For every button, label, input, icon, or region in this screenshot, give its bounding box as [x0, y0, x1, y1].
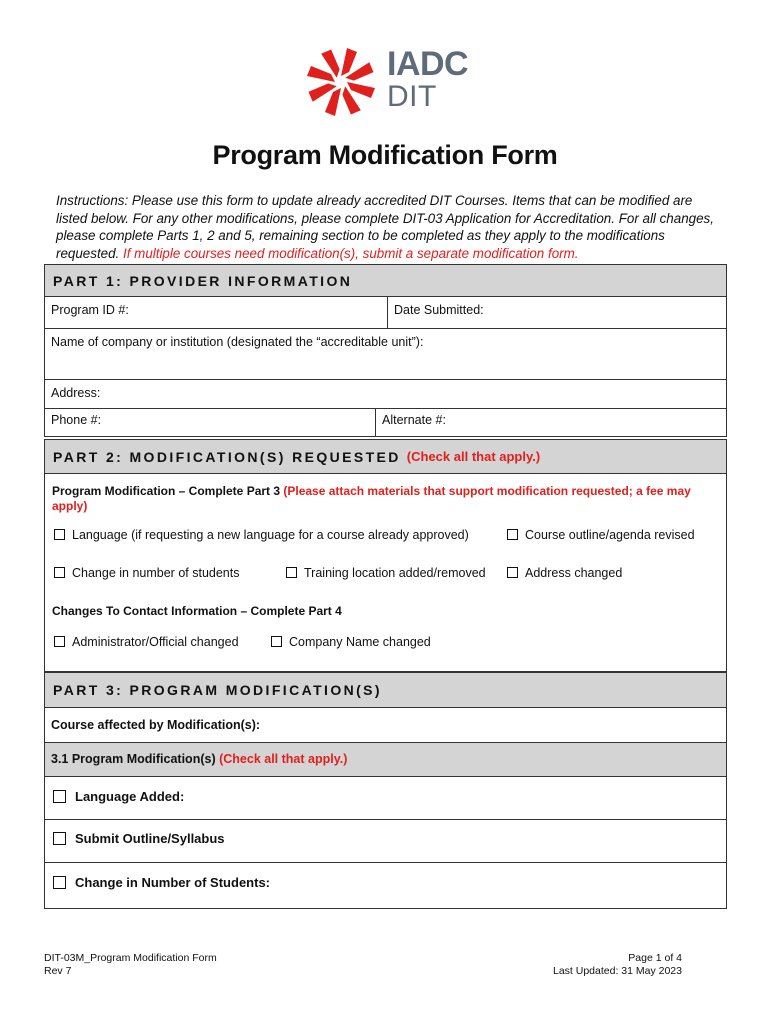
- address-label: Address:: [51, 386, 101, 400]
- item-language-added-cell: [45, 777, 726, 819]
- program-mod-label-text: Program Modification – Complete Part 3: [52, 484, 284, 498]
- alternate-phone-field[interactable]: [375, 409, 726, 436]
- part2-heading: [45, 440, 726, 474]
- option-course-outline-label: Course outline/agenda revised: [525, 528, 695, 542]
- company-name-checkbox[interactable]: [271, 636, 282, 647]
- program-id-field[interactable]: [45, 297, 387, 328]
- administrator-checkbox[interactable]: [54, 636, 65, 647]
- course-outline-checkbox[interactable]: [507, 529, 518, 540]
- address-changed-checkbox[interactable]: [507, 567, 518, 578]
- item-language-added[interactable]: [45, 777, 726, 820]
- footer-page: Page 1 of 4: [628, 952, 682, 964]
- instructions: [56, 192, 716, 262]
- company-name-label: Name of company or institution (designated the “accreditable unit”):: [51, 335, 424, 349]
- part2-heading-text: PART 2: MODIFICATION(S) REQUESTED: [53, 448, 401, 465]
- part1-row-phone: [45, 409, 726, 436]
- option-administrator[interactable]: [54, 635, 239, 649]
- option-address-changed[interactable]: [507, 566, 622, 580]
- part3-subheading-note: (Check all that apply.): [219, 752, 348, 766]
- program-mod-label: [52, 484, 712, 514]
- item-submit-outline-label: Submit Outline/Syllabus: [75, 831, 225, 846]
- course-affected-label: Course affected by Modification(s):: [51, 718, 261, 732]
- part2-section: [44, 439, 727, 672]
- language-checkbox[interactable]: [54, 529, 65, 540]
- iadc-dit-logo: [303, 42, 473, 122]
- footer-doc-id: DIT-03M_Program Modification Form: [44, 952, 217, 964]
- part3-subheading-cell: [45, 743, 726, 776]
- address-cell: [45, 380, 726, 408]
- item-submit-outline[interactable]: [45, 820, 726, 863]
- option-training-location-label: Training location added/removed: [304, 566, 486, 580]
- logo-iadc-text: IADC: [387, 45, 469, 83]
- footer-updated: Last Updated: 31 May 2023: [552, 965, 682, 977]
- option-course-outline[interactable]: [507, 528, 695, 542]
- company-name-cell: [45, 329, 726, 379]
- change-students-checkbox[interactable]: [53, 876, 66, 889]
- address-field[interactable]: [45, 380, 726, 409]
- contact-changes-label: Changes To Contact Information – Complete Part 4: [52, 604, 342, 618]
- alternate-phone-label: Alternate #:: [382, 413, 446, 427]
- part3-heading: PART 3: PROGRAM MODIFICATION(S): [45, 673, 726, 708]
- option-language[interactable]: [54, 528, 469, 542]
- item-language-added-label: Language Added:: [75, 789, 185, 804]
- item-change-students-label: Change in Number of Students:: [75, 875, 270, 890]
- num-students-checkbox[interactable]: [54, 567, 65, 578]
- option-administrator-label: Administrator/Official changed: [72, 635, 239, 649]
- part1-heading: PART 1: PROVIDER INFORMATION: [45, 265, 726, 297]
- part3-subheading: [45, 743, 726, 777]
- part2-heading-note: (Check all that apply.): [406, 449, 541, 464]
- program-mod-note: (Please attach materials that support modification requested; a fee may apply): [52, 484, 691, 513]
- item-change-students-cell: [45, 863, 726, 908]
- option-company-name-label: Company Name changed: [289, 635, 431, 649]
- item-submit-outline-cell: [45, 820, 726, 862]
- phone-label: Phone #:: [51, 413, 102, 427]
- date-submitted-label: Date Submitted:: [394, 303, 484, 317]
- part1-section: [44, 264, 727, 437]
- option-company-name[interactable]: [271, 635, 431, 649]
- option-training-location[interactable]: [286, 566, 486, 580]
- instructions-red-text: If multiple courses need modification(s), submit a separate modification form.: [123, 245, 579, 261]
- option-language-label: Language (if requesting a new language for a course already approved): [72, 528, 469, 542]
- course-affected-field[interactable]: [45, 708, 726, 743]
- language-added-checkbox[interactable]: [53, 790, 66, 803]
- program-id-label: Program ID #:: [51, 303, 129, 317]
- item-change-students[interactable]: [45, 863, 726, 908]
- part3-section: [44, 672, 727, 909]
- page-title: Program Modification Form: [212, 140, 558, 170]
- iadc-pinwheel-icon: [303, 42, 379, 122]
- training-location-checkbox[interactable]: [286, 567, 297, 578]
- logo-dit-text: DIT: [387, 80, 437, 113]
- instructions-text: Instructions: Please use this form to update already accredited DIT Courses. Items that can be modified are listed below. For any other modifications, please complete DIT-03 Application for Accreditation. For all changes, please complete Parts 1, 2 and 5, remaining section to be completed as they apply to the modifications requested.: [56, 193, 714, 261]
- option-num-students-label: Change in number of students: [72, 566, 240, 580]
- footer-rev: Rev 7: [44, 965, 72, 977]
- submit-outline-checkbox[interactable]: [53, 832, 66, 845]
- phone-field[interactable]: [45, 409, 375, 436]
- footer-left: [44, 952, 217, 978]
- part1-row-id: [45, 297, 726, 329]
- option-address-changed-label: Address changed: [525, 566, 623, 580]
- date-submitted-field[interactable]: [387, 297, 726, 328]
- part3-subheading-text: 3.1 Program Modification(s): [51, 752, 220, 766]
- company-name-field[interactable]: [45, 329, 726, 380]
- option-num-students[interactable]: [54, 566, 239, 580]
- footer-right: [553, 952, 682, 978]
